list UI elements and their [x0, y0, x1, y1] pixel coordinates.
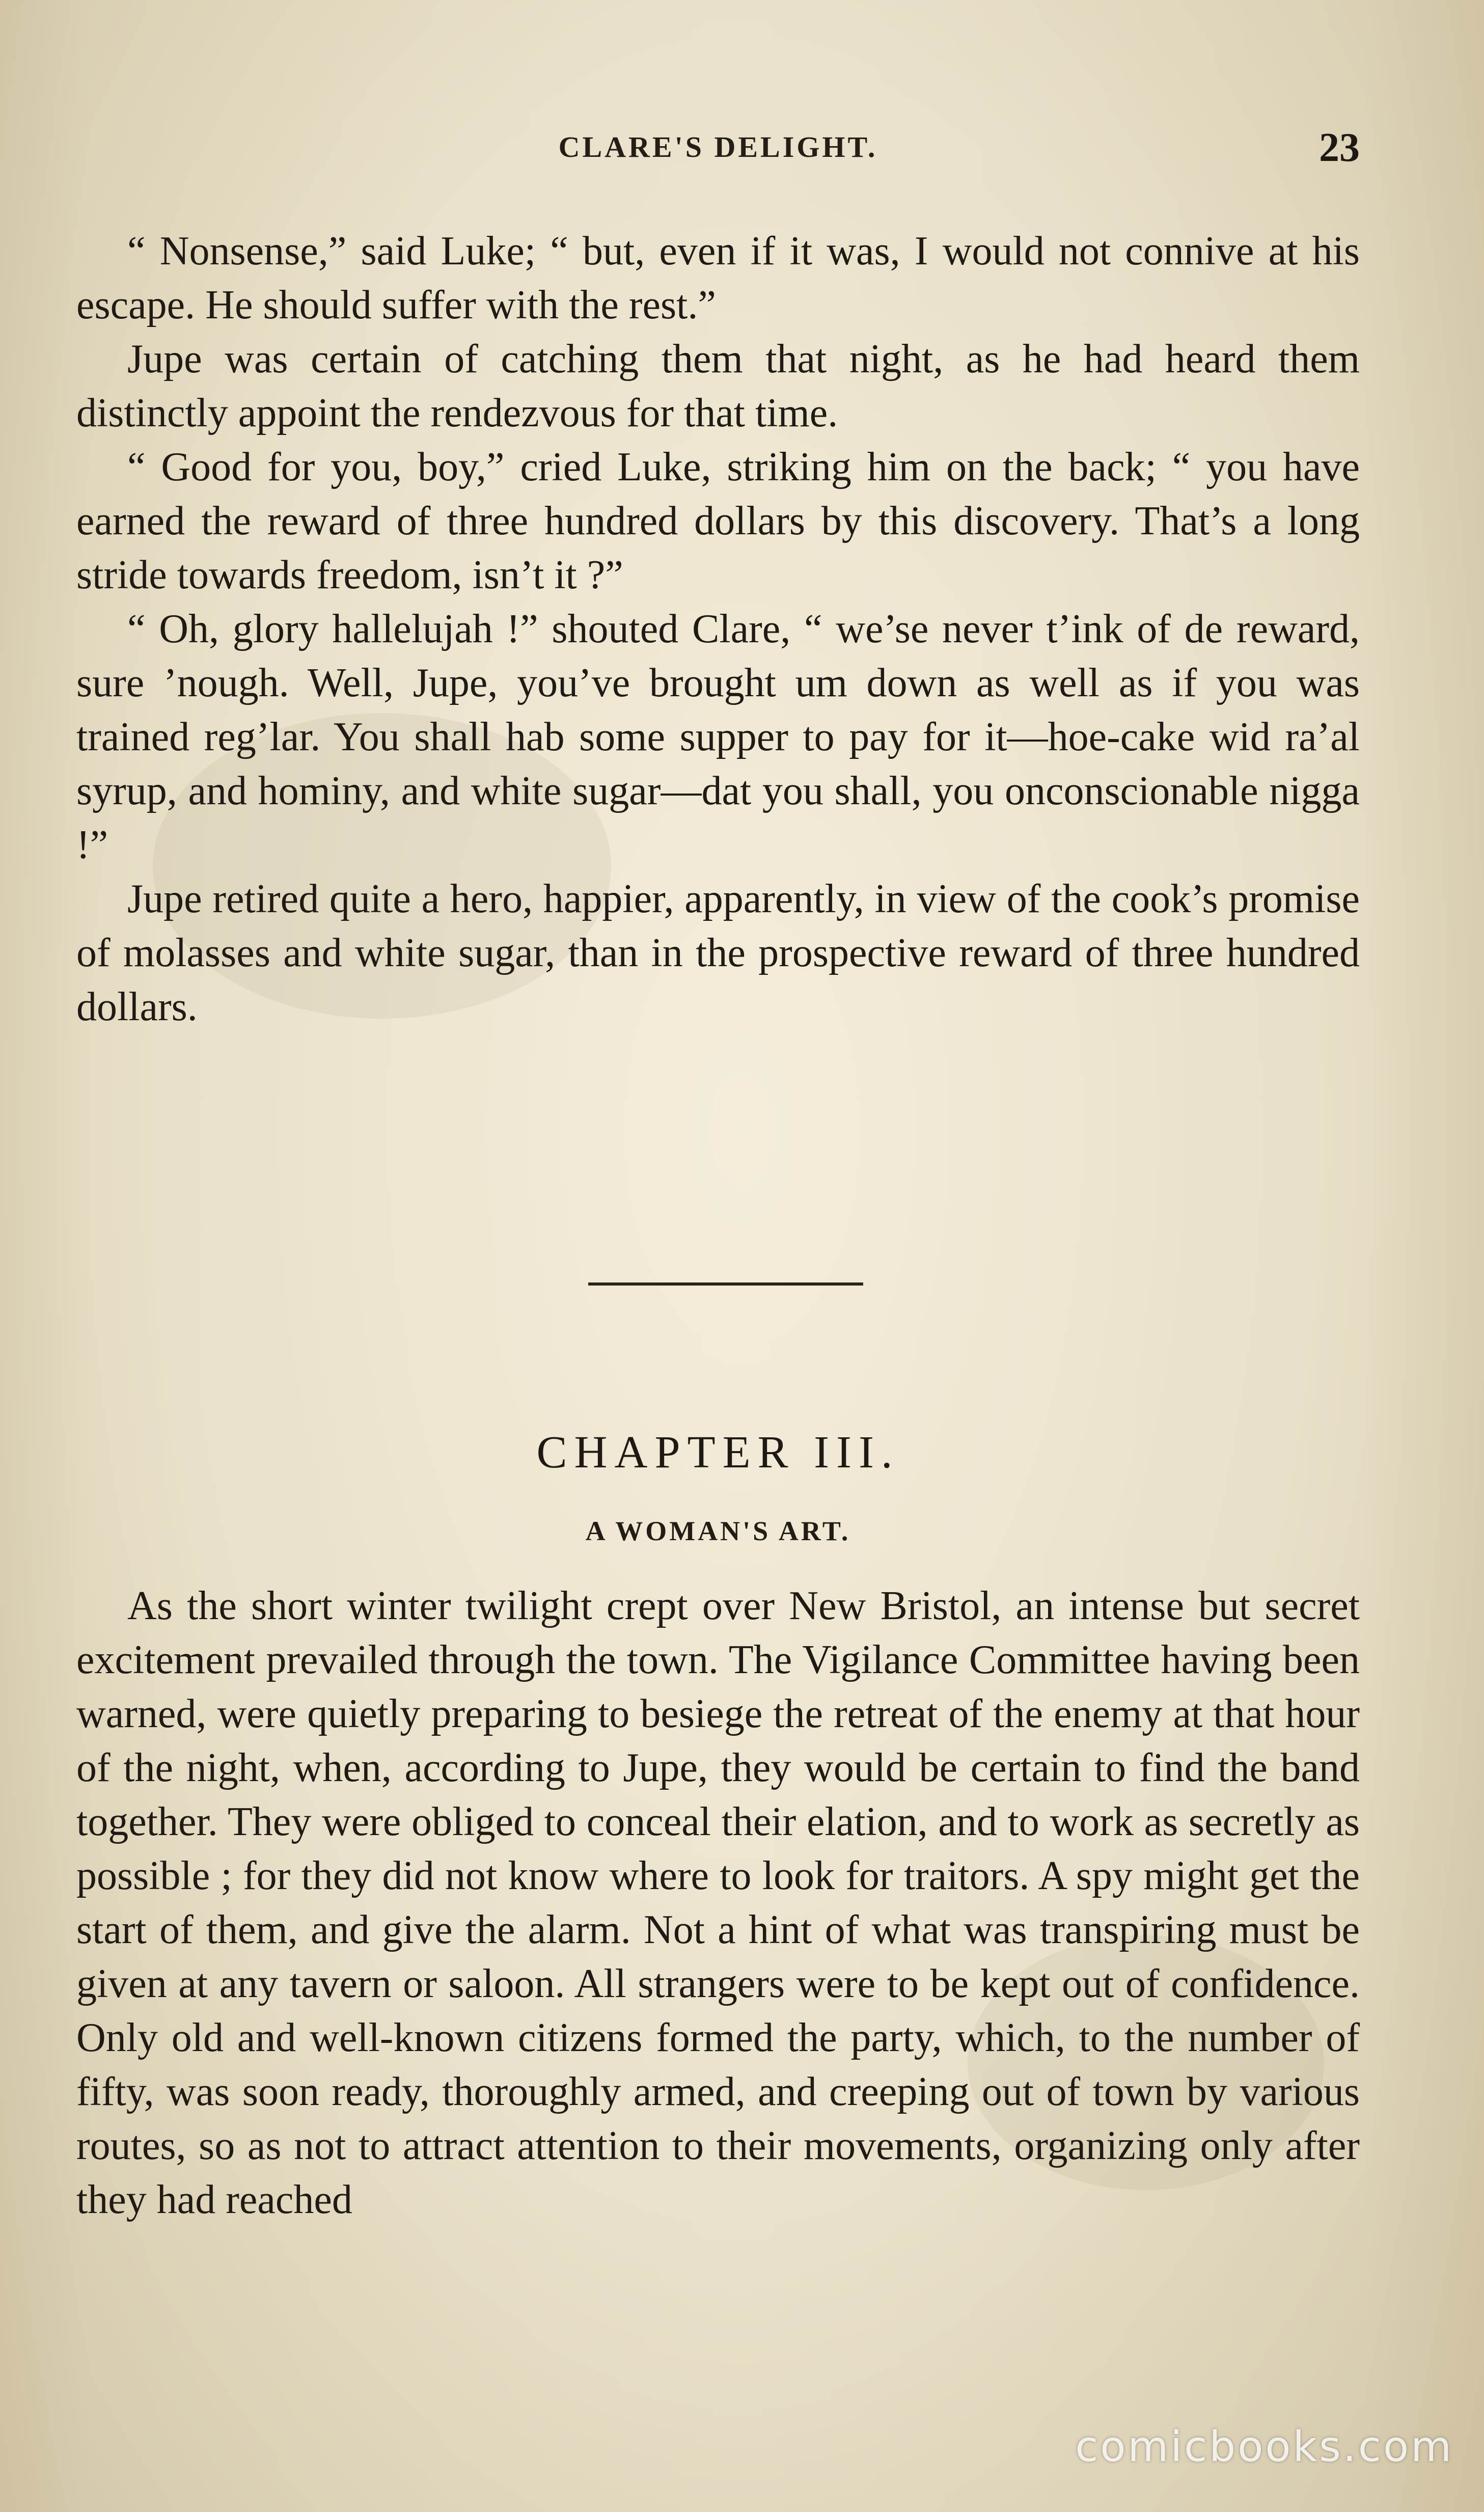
paragraph: “ Good for you, boy,” cried Luke, striking him on the back; “ you have earned the reward of three hundred dollars by this discovery. That’s a long stride towards freedom, isn’t it ?”: [76, 445, 1360, 597]
paragraph: “ Nonsense,” said Luke; “ but, even if it was, I would not connive at his escape. He should suffer with the rest.”: [76, 229, 1360, 327]
body-text-bottom: [76, 1579, 1360, 2227]
watermark: comicbooks.com: [1075, 2423, 1453, 2471]
paragraph: Jupe was certain of catching them that night, as he had heard them distinctly appoint the rendezvous for that time.: [76, 337, 1360, 435]
page-number: 23: [1319, 125, 1360, 170]
section-divider: [588, 1282, 863, 1286]
chapter-title: CHAPTER III.: [536, 1427, 900, 1478]
chapter-subtitle: A WOMAN'S ART.: [585, 1516, 851, 1546]
body-text-top: [76, 224, 1360, 1034]
paragraph: “ Oh, glory hallelujah !” shouted Clare, “ we’se never t’ink of de reward, sure ’nough. Well, Jupe, you’ve brought um down as well as if you was trained reg’lar. You shall hab some supper to pay for it—hoe-cake wid ra’al syrup, and hominy, and white sugar—dat you shall, you onconscionable nigga !”: [76, 607, 1360, 867]
running-title: CLARE'S DELIGHT.: [558, 130, 878, 163]
paragraph: As the short winter twilight crept over New Bristol, an intense but secret excitement prevailed through the town. The Vigilance Committee having been warned, were quietly preparing to besiege the retreat of the enemy at that hour of the night, when, according to Jupe, they would be certain to find the band together. They were obliged to conceal their elation, and to work as secretly as possible ; for they did not know where to look for traitors. A spy might get the start of them, and give the alarm. Not a hint of what was transpiring must be given at any tavern or saloon. All strangers were to be kept out of confidence. Only old and well-known citizens formed the party, which, to the number of fifty, was soon ready, thoroughly armed, and creeping out of town by various routes, so as not to attract attention to their movements, organizing only after they had reached: [76, 1583, 1360, 2222]
page-header: [76, 125, 1360, 171]
paragraph: Jupe retired quite a hero, happier, apparently, in view of the cook’s promise of molasses and white sugar, than in the prospective reward of three hundred dollars.: [76, 877, 1360, 1029]
